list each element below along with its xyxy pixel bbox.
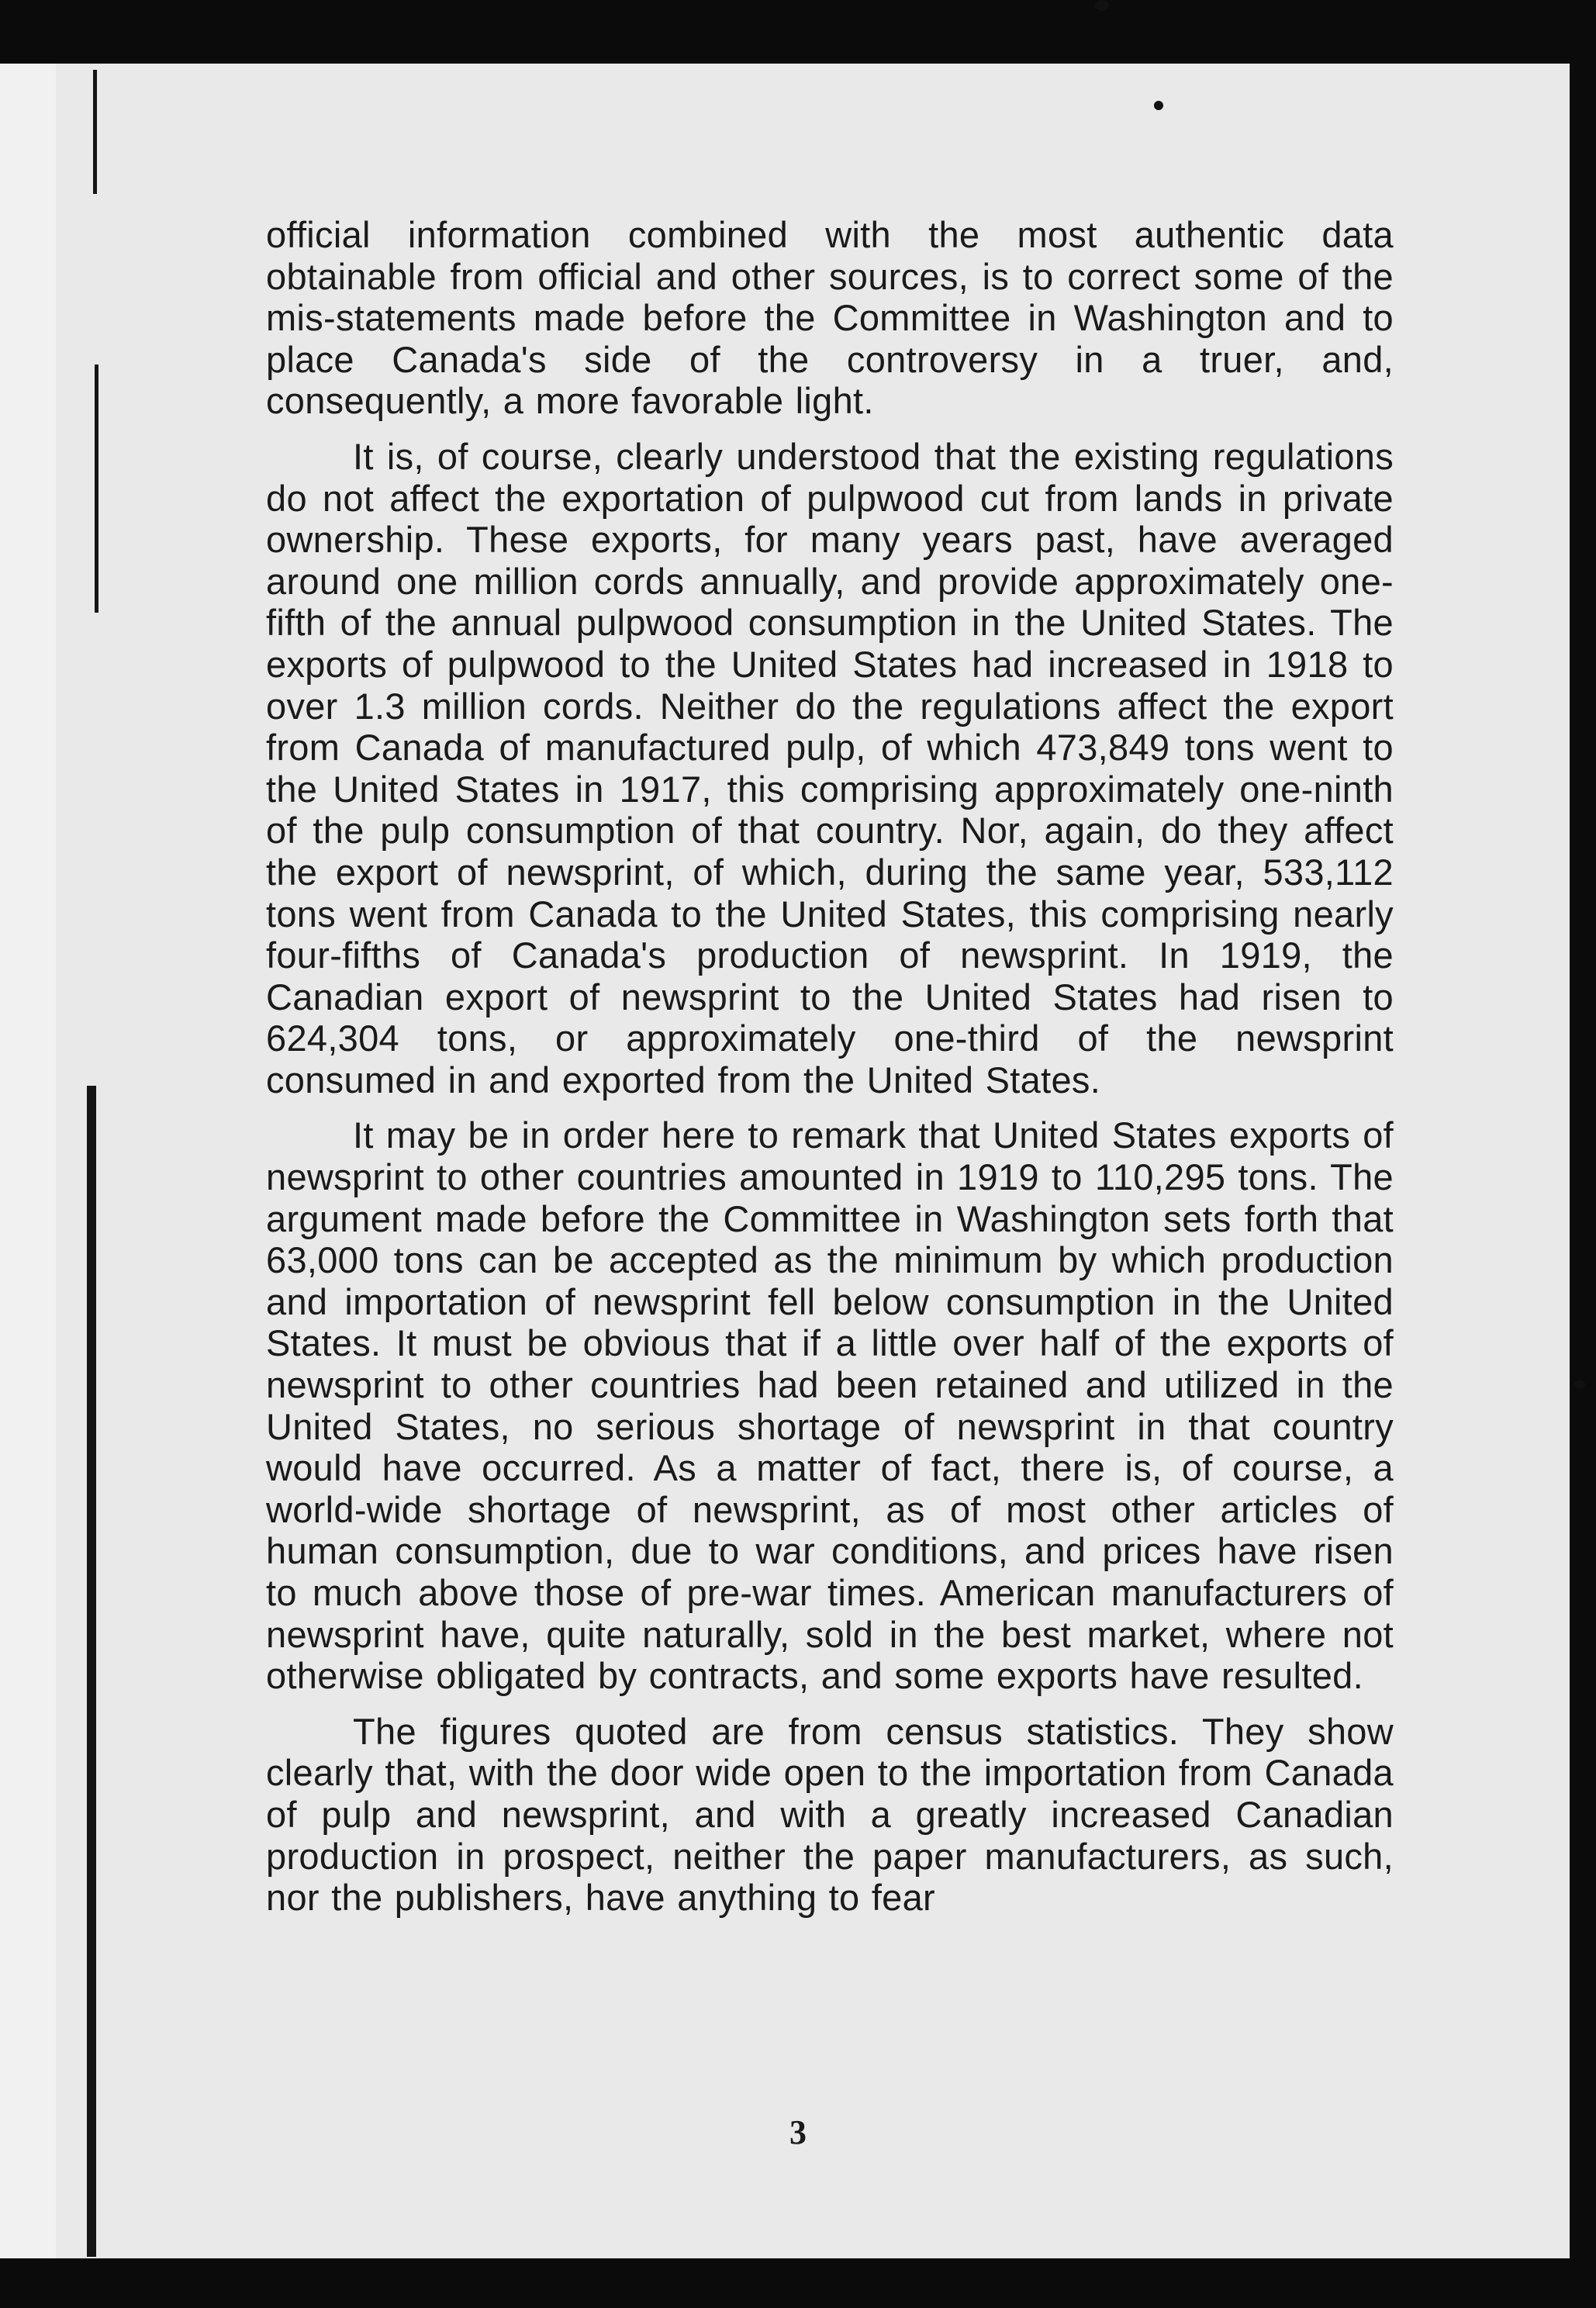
binding-line-lower	[87, 1086, 96, 2257]
body-text	[266, 214, 1394, 1933]
binding-line-upper	[93, 70, 97, 194]
page-number: 3	[789, 2113, 807, 2151]
scan-speck	[1574, 1380, 1585, 1388]
scan-speck	[1154, 101, 1163, 110]
binding-line-middle	[95, 365, 98, 613]
paragraph-4: The figures quoted are from census statistics. They show clearly that, with the door wide open to the importation from Canada of pulp and newsprint, and with a greatly increased Canadian production in prospect, neither the paper manufacturers, as such, nor the publishers, have anything to fear	[266, 1710, 1394, 1919]
paragraph-3: It may be in order here to remark that United States exports of newsprint to other countries amounted in 1919 to 110,295 tons. The argument made before the Committee in Washington sets forth that 63,000 tons can be accepted as the minimum by which production and importation of newsprint fell below consumption in the United States. It must be obvious that if a little over half of the exports of newsprint to other countries had been retained and utilized in the United States, no serious shortage of newsprint in that country would have occurred. As a matter of fact, there is, of course, a world-wide shortage of newsprint, as of most other articles of human consumption, due to war conditions, and prices have risen to much above those of pre-war times. American manufacturers of newsprint have, quite naturally, sold in the best market, where not otherwise obligated by contracts, and some exports have resulted.	[266, 1114, 1394, 1697]
paragraph-2: It is, of course, clearly understood that the existing regulations do not affect the exportation of pulpwood cut from lands in private ownership. These exports, for many years past, have averaged around one million cords annually, and provide approximately one-fifth of the annual pulpwood consumption in the United States. The exports of pulpwood to the United States had increased in 1918 to over 1.3 million cords. Neither do the regulations affect the export from Canada of manufactured pulp, of which 473,849 tons went to the United States in 1917, this comprising approximately one-ninth of the pulp consumption of that country. Nor, again, do they affect the export of newsprint, of which, during the same year, 533,112 tons went from Canada to the United States, this comprising nearly four-fifths of Canada's production of newsprint. In 1919, the Canadian export of newsprint to the United States had risen to 624,304 tons, or approximately one-third of the newsprint consumed in and exported from the United States.	[266, 435, 1394, 1100]
paragraph-1: official information combined with the most authentic data obtainable from official and other sources, is to correct some of the mis-statements made before the Committee in Washington and to place Canada's side of the controversy in a truer, and, consequently, a more favorable light.	[266, 214, 1394, 422]
scan-speck	[1095, 0, 1109, 11]
binding-strip	[0, 64, 56, 2258]
